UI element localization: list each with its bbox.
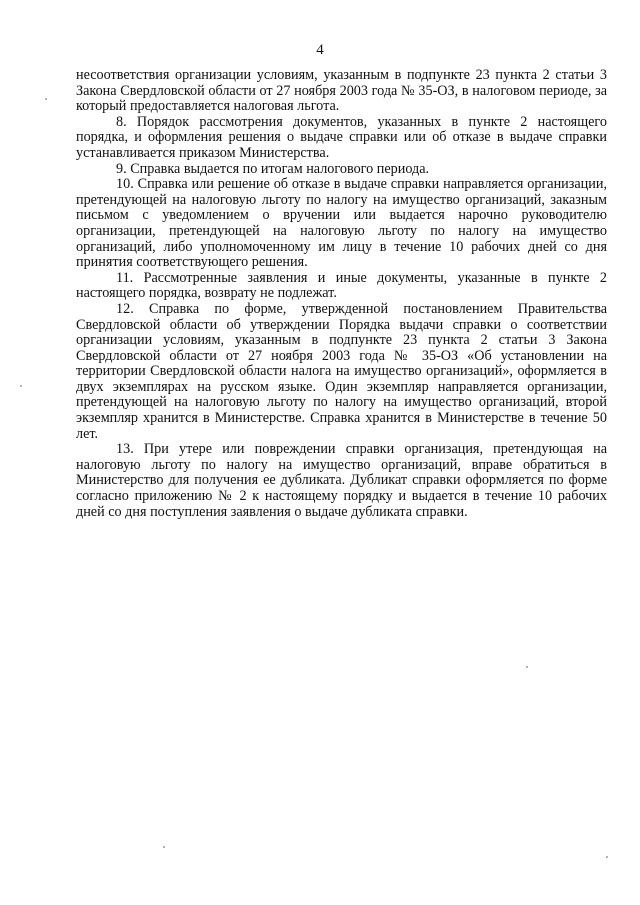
paragraph-8: 8. Порядок рассмотрения документов, указанных в пункте 2 настоящего порядка, и оформления решения о выдаче справки или об отказе в выдаче справки устанавливается приказом Министерства.	[76, 113, 607, 161]
document-body	[76, 68, 607, 520]
scan-speck	[20, 385, 22, 387]
paragraph-13: 13. При утере или повреждении справки организация, претендующая на налоговую льготу по налогу на имущество организаций, вправе обратиться в Министерство для получения ее дубликата. Дубликат справки оформляется по форме согласно приложению № 2 к настоящему порядку и выдается в течение 10 рабочих дней со дня поступления заявления о выдаче дубликата справки.	[76, 441, 607, 520]
paragraph-11: 11. Рассмотренные заявления и иные документы, указанные в пункте 2 настоящего порядка, возврату не подлежат.	[76, 269, 607, 302]
scan-speck	[526, 666, 528, 668]
scan-speck	[163, 846, 165, 848]
paragraph-10: 10. Справка или решение об отказе в выдаче справки направляется организации, претендующей на налоговую льготу по налогу на имущество организаций, заказным письмом с уведомлением о вручении или выдается нарочно руководителю организации, претендующей на налоговую льготу по налогу на имущество организаций, либо уполномоченному им лицу в течение 10 рабочих дней со дня принятия соответствующего решения.	[76, 176, 607, 271]
paragraph-continuation: несоответствия организации условиям, указанным в подпункте 23 пункта 2 статьи 3 Закона Свердловской области от 27 ноября 2003 года № 35-ОЗ, в налоговом периоде, за который предоставляется налоговая льгота.	[76, 67, 607, 115]
paragraph-9: 9. Справка выдается по итогам налогового периода.	[116, 160, 430, 177]
page-number: 4	[316, 42, 324, 58]
paragraph-12: 12. Справка по форме, утвержденной постановлением Правительства Свердловской области об утверждении Порядка выдачи справки о соответствии организации условиям, указанным в подпункте 23 пункта 2 статьи 3 Закона Свердловской области от 27 ноября 2003 года № 35-ОЗ «Об установлении на территории Свердловской области налога на имущество организаций», оформляется в двух экземплярах на русском языке. Один экземпляр направляется организации, претендующей на налоговую льготу по налогу на имущество организаций, второй экземпляр хранится в Министерстве. Справка хранится в Министерстве в течение 50 лет.	[76, 300, 607, 442]
scan-speck	[45, 98, 47, 100]
scan-speck	[606, 856, 608, 858]
